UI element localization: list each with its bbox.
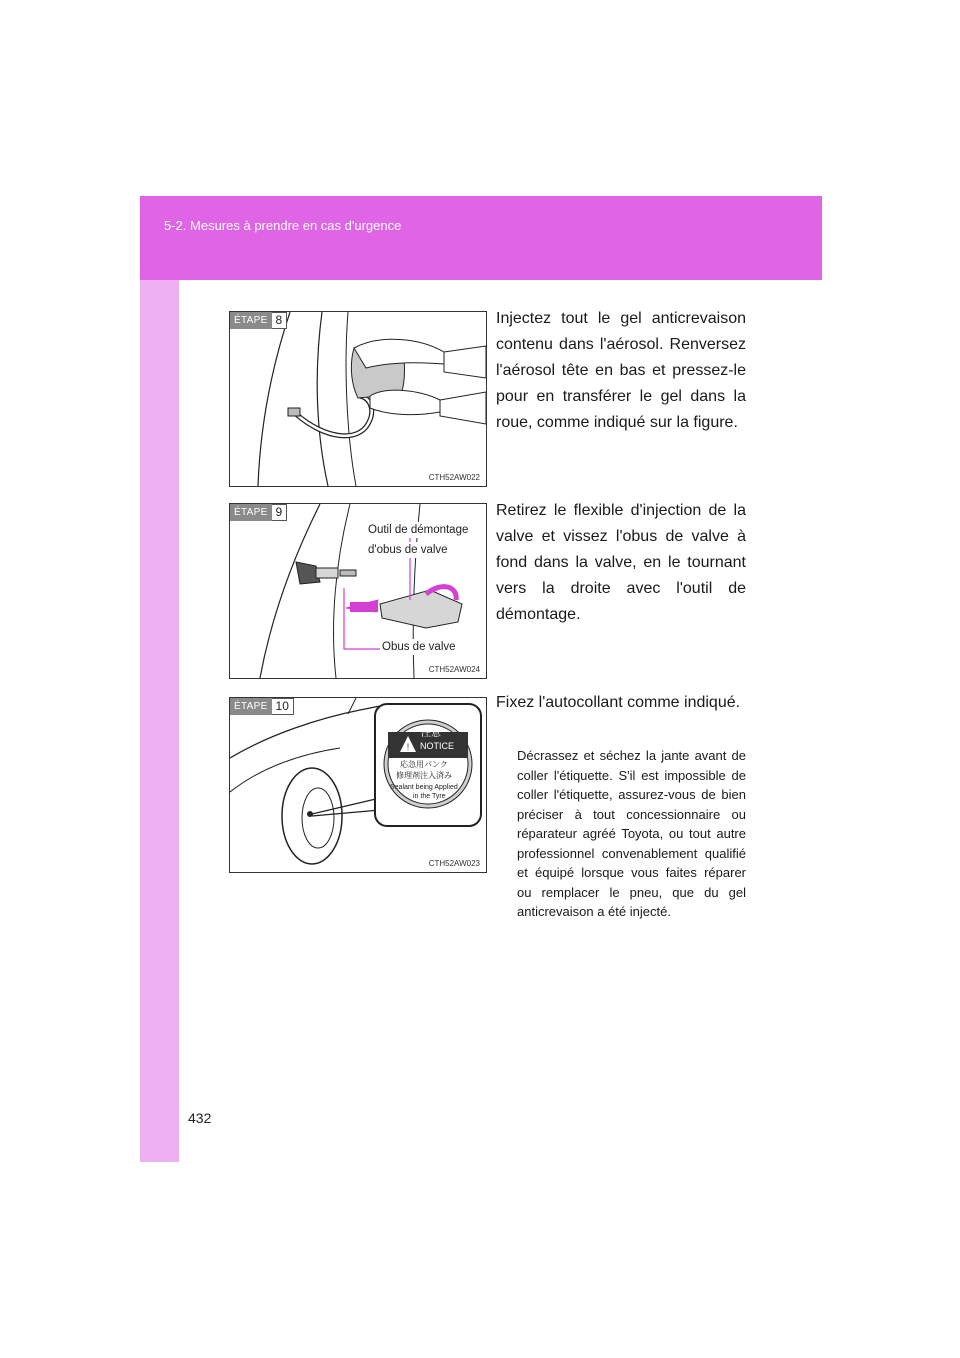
step-badge-label: ÉTAPE: [230, 312, 272, 329]
sticker-en-line2: in the Tyre: [413, 793, 446, 800]
sticker-notice: NOTICE: [420, 741, 455, 751]
step-badge: [230, 504, 287, 521]
step-9-text: Retirez le flexible d'injection de la valve et vissez l'obus de valve à fond dans la valve, en le tournant vers la droite avec l'outil de démontage.: [496, 502, 746, 623]
side-strip: [140, 280, 179, 1162]
label-valve-core-tool-line2: d'obus de valve: [368, 544, 448, 556]
label-valve-core-tool-line1: Outil de démontage: [368, 524, 469, 536]
step-badge-label: ÉTAPE: [230, 504, 272, 521]
step-10-text: Fixez l'autocollant comme indiqué.: [496, 694, 741, 711]
section-header: [140, 196, 822, 280]
sticker-jp-line2: 修理剤注入済み: [396, 771, 452, 780]
step-badge: [230, 698, 294, 715]
step-number: 10: [272, 698, 294, 715]
illustration-aerosol-injection: [230, 312, 486, 486]
figure-step-9: [229, 503, 487, 679]
step-badge-label: ÉTAPE: [230, 698, 272, 715]
figure-code: CTH52AW023: [428, 859, 480, 868]
page-number: 432: [188, 1110, 212, 1126]
sticker-en-line1: Sealant being Applied: [390, 784, 458, 791]
sticker-jp-line1: 応急用パンク: [400, 760, 448, 769]
figure-code: CTH52AW022: [428, 473, 480, 482]
figure-step-10: [229, 697, 487, 873]
step-10-note: Décrassez et séchez la jante avant de coller l'étiquette. S'il est impossible de coller l'étiquette, assurez-vous de bien préciser à tout concessionnaire ou réparateur agréé Toyota, ou tout autre professionnel convenablement qualifié et équipé lorsque vous faites réparer ou remplacer le pneu, que du gel anticrevaison a été injecté.: [517, 748, 746, 919]
figure-step-8: [229, 311, 487, 487]
step-8-text: Injectez tout le gel anticrevaison contenu dans l'aérosol. Renversez l'aérosol tête en bas et pressez-le pour en transférer le gel dans la roue, comme indiqué sur la figure.: [496, 310, 746, 431]
step-badge: [230, 312, 287, 329]
step-number: 9: [272, 504, 288, 521]
figure-code: CTH52AW024: [428, 665, 480, 674]
section-title: 5-2. Mesures à prendre en cas d'urgence: [164, 218, 402, 233]
sticker-kanji: 注意: [421, 728, 441, 739]
svg-text:!: !: [406, 742, 410, 752]
step-number: 8: [272, 312, 288, 329]
label-valve-core: Obus de valve: [382, 641, 456, 653]
